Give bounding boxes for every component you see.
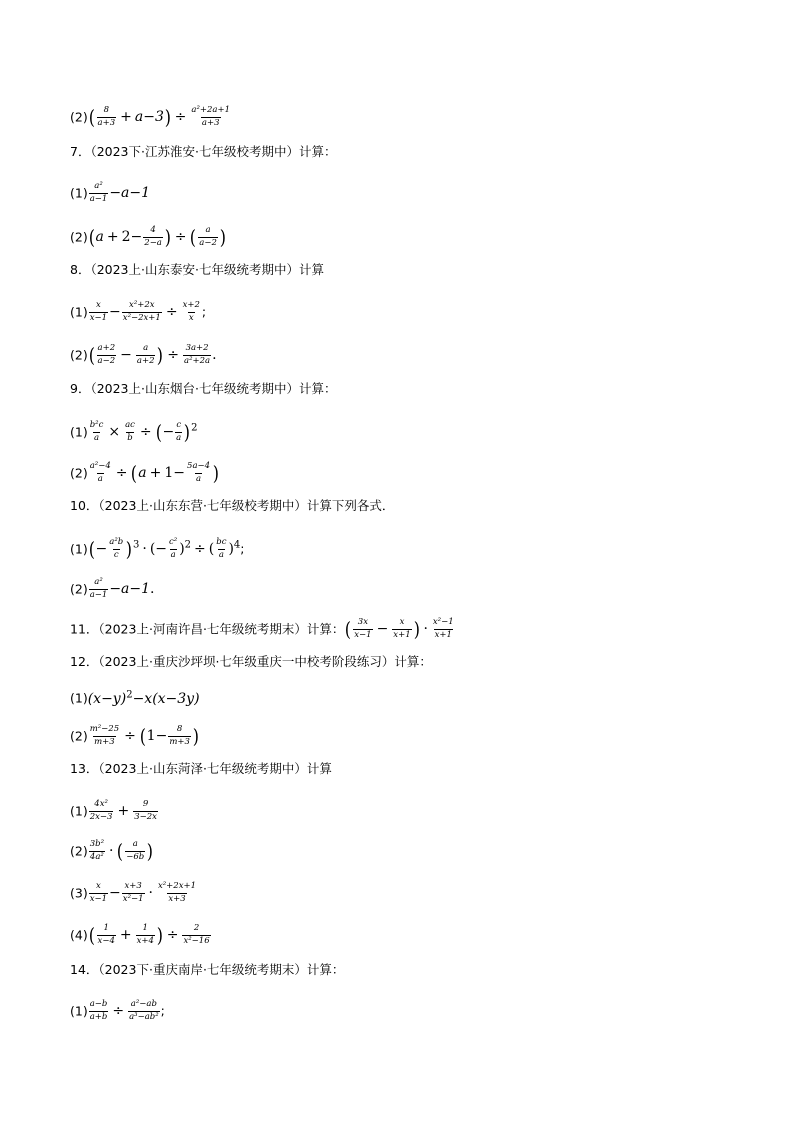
question-9-heading: 9．（2023上·山东烟台·七年级统考期中）计算： [70,381,337,396]
problem-7-part-2: (2)(a + 2− $\frac{4}{2-a}$ ) ÷ ( $\frac{a}{a-2}$ ) [70,225,226,250]
problem-10-part-1: (1)(− $\frac{\text{a²b}}{c}$ )$^3$ · (− $\frac{\text{c²}}{a}$ )$^2$ ÷ ( $\frac{bc}{a}$ )$^4$; [70,537,245,562]
problem-7-part-1: (1) $\frac{\text{a²}}{a-1}$ −a−1 [70,181,151,204]
problem-13-part-2: (2) $\frac{\text{3b²}}{\text{4a²}}$ · ( $\frac{a}{-6b}$ ) [70,839,154,864]
question-7-heading: 7．（2023下·江苏淮安·七年级校考期中）计算： [70,144,337,159]
problem-9-part-2: (2) $\frac{\text{a²−4}}{a}$ ÷ (a + 1− $\frac{5a-4}{a}$ ) [70,461,220,486]
problem-6-part-2: (2)( $\frac{8}{a+3}$ + a−3) ÷ $\frac{\text{a²+2a+1}}{a+3}$ [70,105,231,130]
problem-12-part-1: $(1)(x-y)^2-x(x-3y)$ [70,689,200,707]
problem-12-part-2: (2) $\frac{\text{m²−25}}{m+3}$ ÷ (1− $\frac{8}{m+3}$ ) [70,724,199,749]
problem-13-part-4: (4)( $\frac{1}{x-4}$ + $\frac{1}{x+4}$ ) ÷ $\frac{2}{\text{x²−16}}$ [70,923,210,948]
question-10-heading: 10．（2023上·山东东营·七年级校考期中）计算下列各式． [70,498,395,513]
problem-13-part-1: (1) $\frac{\text{4x²}}{2x-3}$ + $\frac{9}{3-2x}$ [70,799,157,822]
problem-11: 11．（2023上·河南许昌·七年级统考期末）计算：( $\frac{3x}{x-1}$ − $\frac{x}{x+1}$ ) · $\frac{\text{x²−1}}{x+1}$ [70,617,454,642]
question-12-heading: 12．（2023上·重庆沙坪坝·七年级重庆一中校考阶段练习）计算： [70,654,432,669]
question-8-heading: 8．（2023上·山东泰安·七年级统考期中）计算 [70,262,324,277]
problem-13-part-3: (3) $\frac{x}{x-1}$ − $\frac{x+3}{\text{x²−1}}$ · $\frac{\text{x²+2x+1}}{x+3}$ [70,881,197,904]
question-13-heading: 13．（2023上·山东菏泽·七年级统考期中）计算 [70,761,332,776]
problem-10-part-2: (2) $\frac{\text{a²}}{a-1}$ −a−1. [70,577,155,600]
problem-8-part-2: (2)( $\frac{a+2}{a-2}$ − $\frac{a}{a+2}$ ) ÷ $\frac{3a+2}{\text{a²+2a}}$ . [70,343,217,368]
problem-14-part-1: (1) $\frac{a-b}{a+b}$ ÷ $\frac{\text{a²−ab}}{\text{a³−ab²}}$ ; [70,999,165,1022]
question-14-heading: 14．（2023下·重庆南岸·七年级统考期末）计算： [70,962,345,977]
problem-8-part-1: (1) $\frac{x}{x-1}$ − $\frac{\text{x²+2x}}{\text{x²−2x+1}}$ ÷ $\frac{x+2}{x}$ ; [70,300,207,323]
problem-9-part-1: (1) $\frac{\text{b²c}}{a}$ × $\frac{ac}{b}$ ÷ (− $\frac{c}{a}$ )$^2$ [70,420,198,445]
